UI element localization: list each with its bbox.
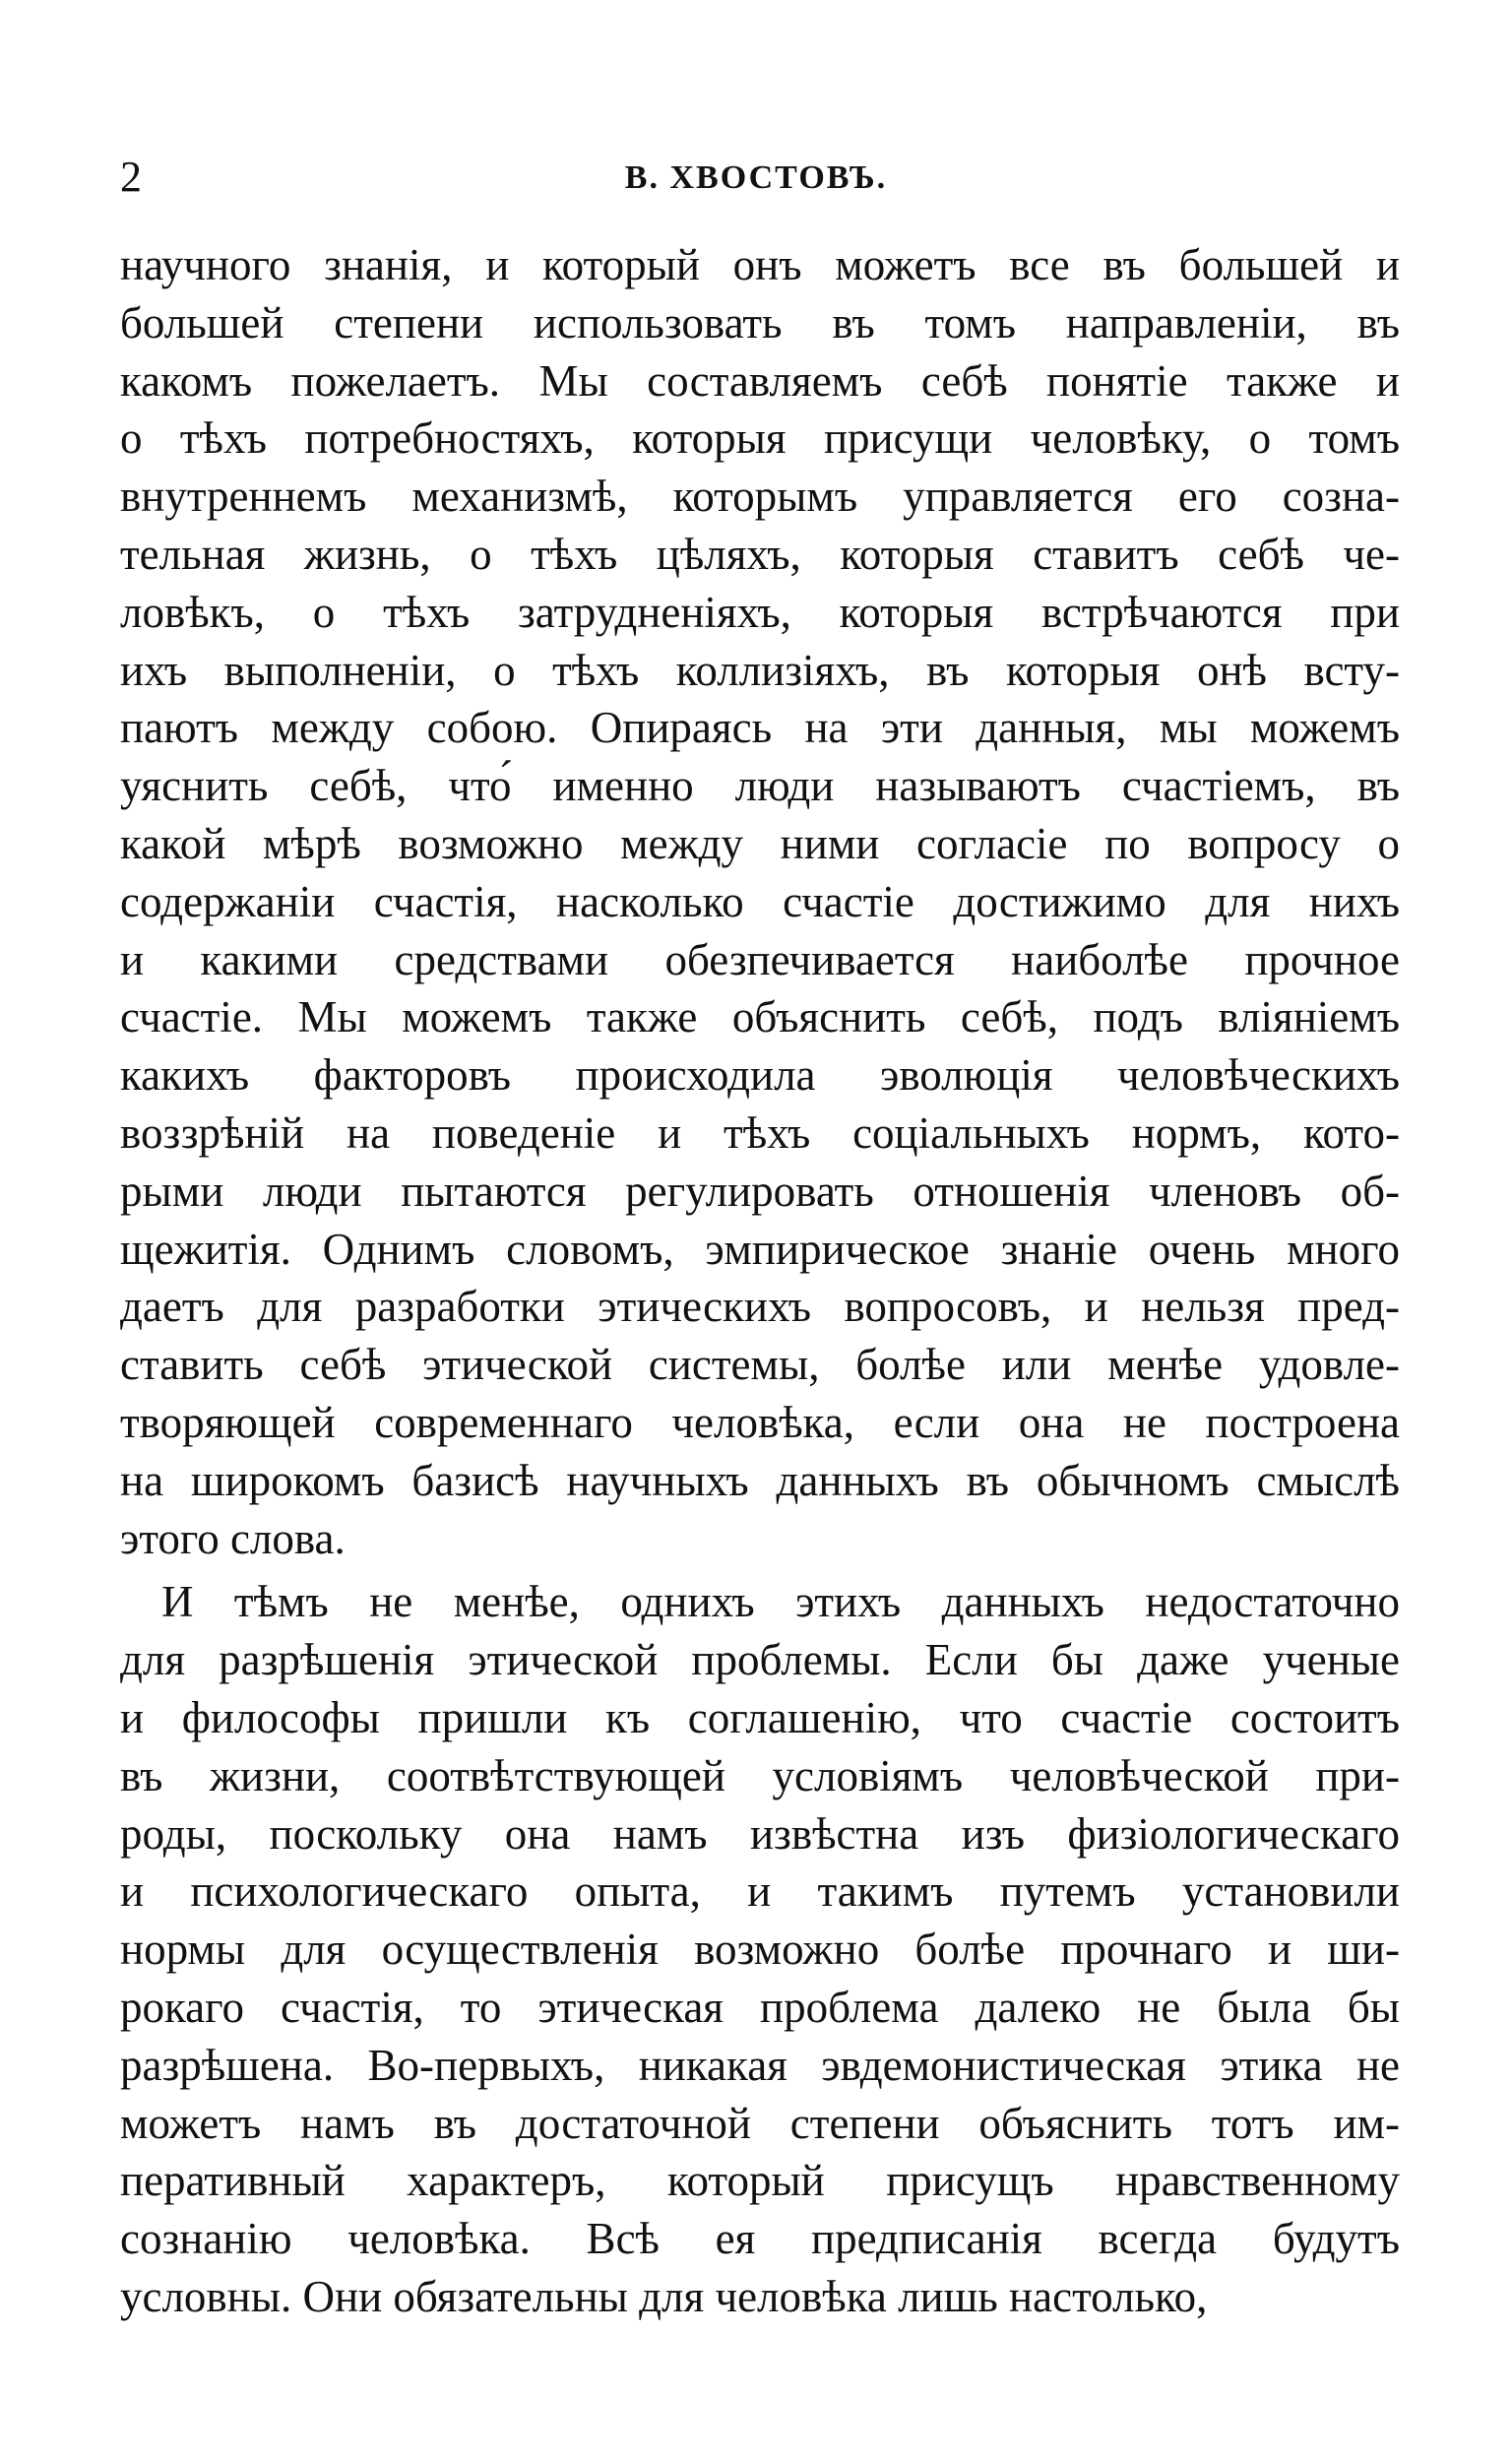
text-line: разрѣшена. Во-первыхъ, никакая эвдемонистическая этика не — [120, 2040, 1400, 2090]
text-line: о тѣхъ потребностяхъ, которыя присущи человѣку, о томъ — [120, 413, 1400, 464]
text-line: этого слова. — [120, 1513, 346, 1563]
paragraph — [120, 236, 1400, 1567]
text-line: нормы для осуществленія возможно болѣе прочнаго и ши- — [120, 1925, 1400, 1975]
text-line: ставить себѣ этической системы, болѣе или менѣе удовле- — [120, 1340, 1400, 1390]
text-line: ихъ выполненіи, о тѣхъ коллизіяхъ, въ которыя онѣ всту- — [120, 645, 1400, 695]
text-line: и философы пришли къ соглашенію, что счастіе состоитъ — [120, 1692, 1400, 1742]
text-line: внутреннемъ механизмѣ, которымъ управляется его созна- — [120, 472, 1400, 522]
text-line: воззрѣній на поведеніе и тѣхъ соціальныхъ нормъ, кото- — [120, 1107, 1400, 1158]
text-line: уяснить себѣ, что́ именно люди называютъ счастіемъ, въ — [120, 761, 1400, 811]
text-line: рыми люди пытаются регулировать отношенія членовъ об- — [120, 1166, 1400, 1216]
page-number: 2 — [120, 153, 142, 201]
text-line: ловѣкъ, о тѣхъ затрудненіяхъ, которыя встрѣчаются при — [120, 587, 1400, 637]
text-line: для разрѣшенія этической проблемы. Если бы даже ученые — [120, 1635, 1400, 1685]
text-line: рокаго счастія, то этическая проблема далеко не была бы — [120, 1982, 1400, 2032]
body-text — [120, 236, 1400, 2326]
text-line: и какими средствами обезпечивается наиболѣе прочное — [120, 934, 1400, 984]
text-line: даетъ для разработки этическихъ вопросовъ, и нельзя пред- — [120, 1282, 1400, 1332]
text-line: и психологическаго опыта, и такимъ путемъ установили — [120, 1866, 1400, 1917]
text-line: какой мѣрѣ возможно между ними согласіе по вопросу о — [120, 818, 1400, 868]
text-line: И тѣмъ не менѣе, однихъ этихъ данныхъ недостаточно — [161, 1577, 1400, 1627]
text-line: содержаніи счастія, насколько счастіе достижимо для нихъ — [120, 876, 1400, 926]
text-line: щежитія. Однимъ словомъ, эмпирическое знаніе очень много — [120, 1224, 1400, 1274]
text-line: роды, поскольку она намъ извѣстна изъ физіологическаго — [120, 1808, 1400, 1859]
text-line: какомъ пожелаетъ. Мы составляемъ себѣ понятіе также и — [120, 355, 1400, 406]
text-line: научного знанія, и который онъ можетъ все въ большей и — [120, 240, 1400, 289]
text-line: паютъ между собою. Опираясь на эти данныя, мы можемъ — [120, 703, 1400, 753]
text-line: какихъ факторовъ происходила эволюція человѣческихъ — [120, 1050, 1400, 1101]
text-line: большей степени использовать въ томъ направленіи, въ — [120, 297, 1400, 347]
text-line: перативный характеръ, который присущъ нравственному — [120, 2156, 1400, 2206]
text-line: условны. Они обязательны для человѣка лишь настолько, — [120, 2271, 1208, 2321]
text-line: сознанію человѣка. Всѣ ея предписанія всегда будутъ — [120, 2214, 1400, 2264]
text-line: творяющей современнаго человѣка, если она не построена — [120, 1397, 1400, 1447]
text-line: въ жизни, соотвѣтствующей условіямъ человѣческой при- — [120, 1750, 1400, 1800]
text-line: тельная жизнь, о тѣхъ цѣляхъ, которыя ставитъ себѣ че- — [120, 529, 1400, 579]
running-head: В. ХВОСТОВЪ. — [624, 159, 888, 196]
paragraph — [120, 1573, 1400, 2325]
text-line: на широкомъ базисѣ научныхъ данныхъ въ обычномъ смыслѣ — [120, 1455, 1400, 1505]
text-line: можетъ намъ въ достаточной степени объяснить тотъ им- — [120, 2098, 1400, 2148]
text-line: счастіе. Мы можемъ также объяснить себѣ, подъ вліяніемъ — [120, 992, 1400, 1042]
